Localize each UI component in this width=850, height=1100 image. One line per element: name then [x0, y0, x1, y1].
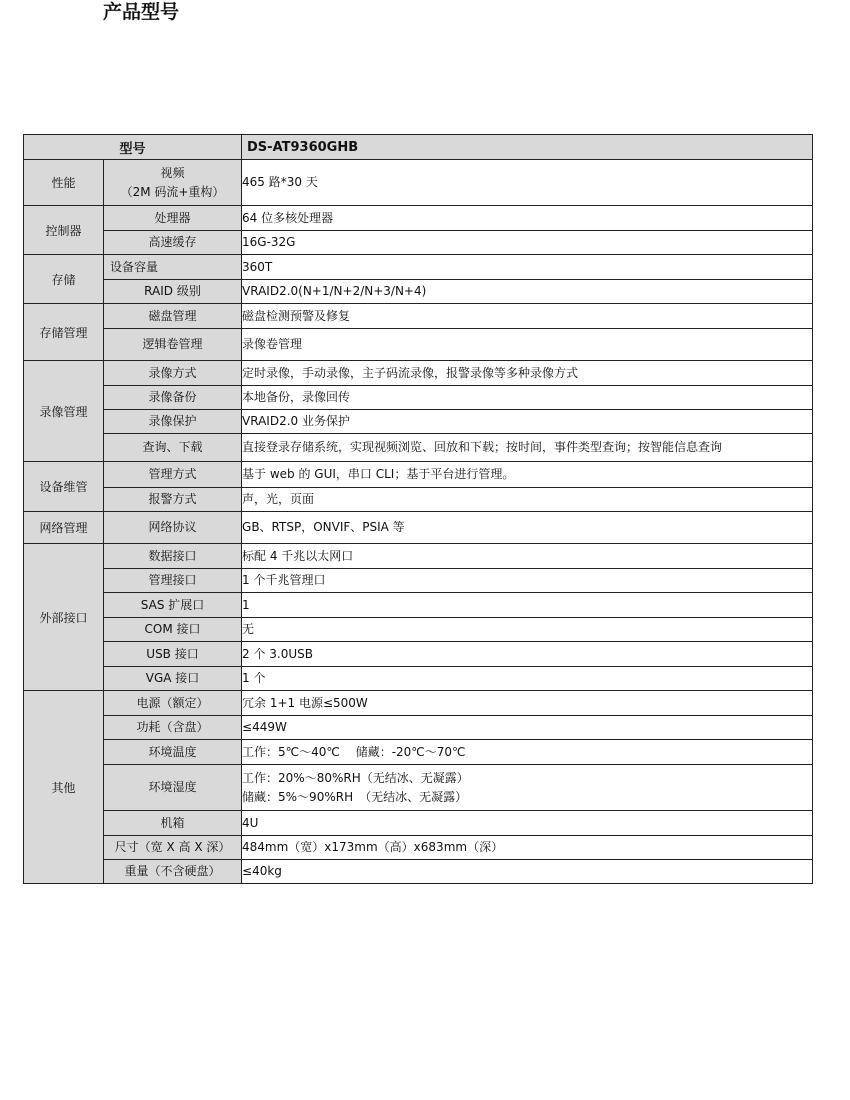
spec-name: 视频: [160, 165, 185, 180]
spec-value-cell: [242, 488, 813, 512]
table-row: [24, 593, 813, 618]
spec-name-cell: [104, 740, 242, 765]
table-row: [24, 512, 813, 544]
table-row: [24, 740, 813, 765]
table-row: [24, 304, 813, 329]
table-row: [24, 488, 813, 512]
spec-value: 484mm（宽）x173mm（高）x683mm（深）: [242, 840, 504, 854]
spec-name-cell: [104, 410, 242, 434]
spec-name-cell: [104, 569, 242, 593]
spec-value: 磁盘检测预警及修复: [242, 308, 351, 323]
spec-value-cell: [242, 434, 813, 462]
table-row: [24, 280, 813, 304]
spec-value: 4U: [242, 815, 259, 830]
spec-value-cell: [242, 765, 813, 811]
category-cell: 控制器: [24, 206, 104, 255]
spec-name: 设备容量: [110, 259, 159, 274]
spec-value-cell: [242, 836, 813, 860]
model-value: DS-AT9360GHB: [242, 135, 813, 160]
spec-value: 1: [242, 597, 250, 612]
spec-value-cell: [242, 280, 813, 304]
spec-value: ≤40kg: [242, 864, 282, 878]
table-row: [24, 206, 813, 231]
spec-value-cell: [242, 361, 813, 386]
spec-name: 数据接口: [148, 548, 197, 563]
spec-name-cell: [104, 329, 242, 361]
spec-name: RAID 级别: [144, 284, 201, 298]
spec-name: 逻辑卷管理: [142, 337, 203, 351]
spec-value-cell: [242, 691, 813, 716]
spec-name-cell: [104, 544, 242, 569]
spec-name: 查询、下载: [142, 440, 203, 454]
spec-value-cell: [242, 593, 813, 618]
spec-name-cell: [104, 716, 242, 740]
spec-name-cell: [104, 231, 242, 255]
table-row: [24, 386, 813, 410]
spec-name-cell: [104, 304, 242, 329]
spec-value: 1 个: [242, 671, 266, 685]
spec-name: （2M 码流+重构）: [120, 184, 225, 199]
category-cell: 性能: [24, 160, 104, 206]
spec-value-cell: [242, 462, 813, 488]
spec-value-cell: [242, 206, 813, 231]
spec-name: 机箱: [160, 815, 185, 830]
spec-value-cell: [242, 231, 813, 255]
spec-value: 声，光，页面: [242, 492, 315, 506]
spec-name: 录像备份: [148, 390, 197, 404]
spec-name-cell: [104, 667, 242, 691]
spec-value-cell: [242, 716, 813, 740]
category-cell: 存储: [24, 255, 104, 304]
spec-name: USB 接口: [146, 646, 199, 661]
table-header-row: [24, 135, 813, 160]
spec-value-cell: [242, 667, 813, 691]
spec-value: 工作：20%～80%RH（无结冰、无凝露）: [242, 770, 469, 785]
spec-name: 高速缓存: [148, 235, 197, 249]
table-row: [24, 329, 813, 361]
spec-value-cell: [242, 811, 813, 836]
spec-value-cell: [242, 329, 813, 361]
table-row: [24, 434, 813, 462]
spec-value-cell: [242, 512, 813, 544]
table-row: [24, 544, 813, 569]
spec-value: 定时录像，手动录像，主子码流录像，报警录像等多种录像方式: [242, 365, 579, 380]
spec-value-cell: [242, 642, 813, 667]
spec-name: 报警方式: [148, 492, 197, 506]
table-row: [24, 716, 813, 740]
spec-name-cell: [104, 160, 242, 206]
category-cell: 外部接口: [24, 544, 104, 691]
table-row: [24, 765, 813, 811]
table-row: [24, 811, 813, 836]
spec-name-cell: [104, 462, 242, 488]
spec-name-cell: [104, 860, 242, 884]
spec-name: 管理方式: [148, 467, 197, 481]
spec-value: 1 个千兆管理口: [242, 573, 326, 587]
spec-name: 环境温度: [148, 744, 197, 759]
spec-name: 网络协议: [148, 520, 197, 534]
spec-name-cell: [104, 434, 242, 462]
spec-value: 无: [242, 622, 255, 636]
category-cell: 设备维管: [24, 462, 104, 512]
spec-value-cell: [242, 544, 813, 569]
spec-value: 冗余 1+1 电源≤500W: [242, 695, 368, 710]
table-row: [24, 860, 813, 884]
spec-name-cell: [104, 488, 242, 512]
table-row: [24, 618, 813, 642]
spec-name: 录像保护: [148, 414, 197, 428]
table-row: [24, 462, 813, 488]
spec-name-cell: [104, 593, 242, 618]
spec-name: 处理器: [154, 210, 191, 225]
spec-name: VGA 接口: [145, 671, 200, 685]
spec-name: COM 接口: [144, 622, 201, 636]
table-row: [24, 667, 813, 691]
spec-name-cell: [104, 512, 242, 544]
spec-name-cell: [104, 691, 242, 716]
table-row: [24, 361, 813, 386]
spec-value: 录像卷管理: [242, 337, 303, 351]
spec-name: 管理接口: [148, 573, 197, 587]
spec-name-cell: [104, 386, 242, 410]
table-row: [24, 642, 813, 667]
spec-value: 360T: [242, 259, 273, 274]
spec-table: [23, 134, 813, 884]
category-cell: 存储管理: [24, 304, 104, 361]
spec-value-cell: [242, 569, 813, 593]
spec-value: ≤449W: [242, 720, 287, 734]
spec-value: GB、RTSP，ONVIF、PSIA 等: [242, 520, 405, 534]
spec-value-cell: [242, 410, 813, 434]
spec-value-cell: [242, 740, 813, 765]
spec-value: 基于 web 的 GUI，串口 CLI；基于平台进行管理。: [242, 467, 515, 481]
spec-value: 标配 4 千兆以太网口: [242, 548, 354, 563]
spec-value: VRAID2.0(N+1/N+2/N+3/N+4): [242, 284, 427, 298]
model-label: 型号: [24, 135, 242, 160]
spec-value: 465 路*30 天: [242, 175, 318, 189]
spec-name-cell: [104, 618, 242, 642]
spec-value: VRAID2.0 业务保护: [242, 414, 350, 428]
table-row: [24, 569, 813, 593]
spec-value: 工作：5℃～40℃ 储藏：-20℃～70℃: [242, 744, 466, 759]
table-row: [24, 255, 813, 280]
table-row: [24, 836, 813, 860]
spec-name-cell: [104, 206, 242, 231]
spec-name-cell: [104, 811, 242, 836]
spec-name: 环境湿度: [148, 780, 197, 794]
spec-value: 本地备份，录像回传: [242, 390, 351, 404]
spec-name: 磁盘管理: [148, 308, 197, 323]
table-row: [24, 231, 813, 255]
spec-name: SAS 扩展口: [140, 597, 205, 612]
spec-name-cell: [104, 642, 242, 667]
spec-name: 功耗（含盘）: [136, 720, 209, 734]
page-title: 产品型号: [103, 1, 180, 23]
spec-name: 尺寸（宽 X 高 X 深）: [114, 840, 231, 854]
spec-name-cell: [104, 836, 242, 860]
spec-value-cell: [242, 618, 813, 642]
spec-name-cell: [104, 280, 242, 304]
spec-name: 电源（额定）: [136, 695, 209, 710]
spec-value: 储藏：5%～90%RH （无结冰、无凝露）: [242, 789, 468, 804]
spec-name-cell: [104, 361, 242, 386]
spec-value-cell: [242, 860, 813, 884]
spec-name-cell: [104, 765, 242, 811]
table-row: [24, 410, 813, 434]
spec-value: 2 个 3.0USB: [242, 646, 313, 661]
spec-name-cell: [104, 255, 242, 280]
spec-value-cell: [242, 386, 813, 410]
spec-name: 录像方式: [148, 365, 197, 380]
spec-value-cell: [242, 160, 813, 206]
spec-value-cell: [242, 255, 813, 280]
spec-value: 16G-32G: [242, 235, 296, 249]
table-row: [24, 160, 813, 206]
spec-value: 64 位多核处理器: [242, 210, 334, 225]
table-row: [24, 691, 813, 716]
spec-name: 重量（不含硬盘）: [124, 864, 221, 878]
spec-value-cell: [242, 304, 813, 329]
spec-value: 直接登录存储系统，实现视频浏览、回放和下载；按时间，事件类型查询；按智能信息查询: [242, 440, 723, 454]
category-cell: 其他: [24, 691, 104, 884]
category-cell: 录像管理: [24, 361, 104, 462]
category-cell: 网络管理: [24, 512, 104, 544]
